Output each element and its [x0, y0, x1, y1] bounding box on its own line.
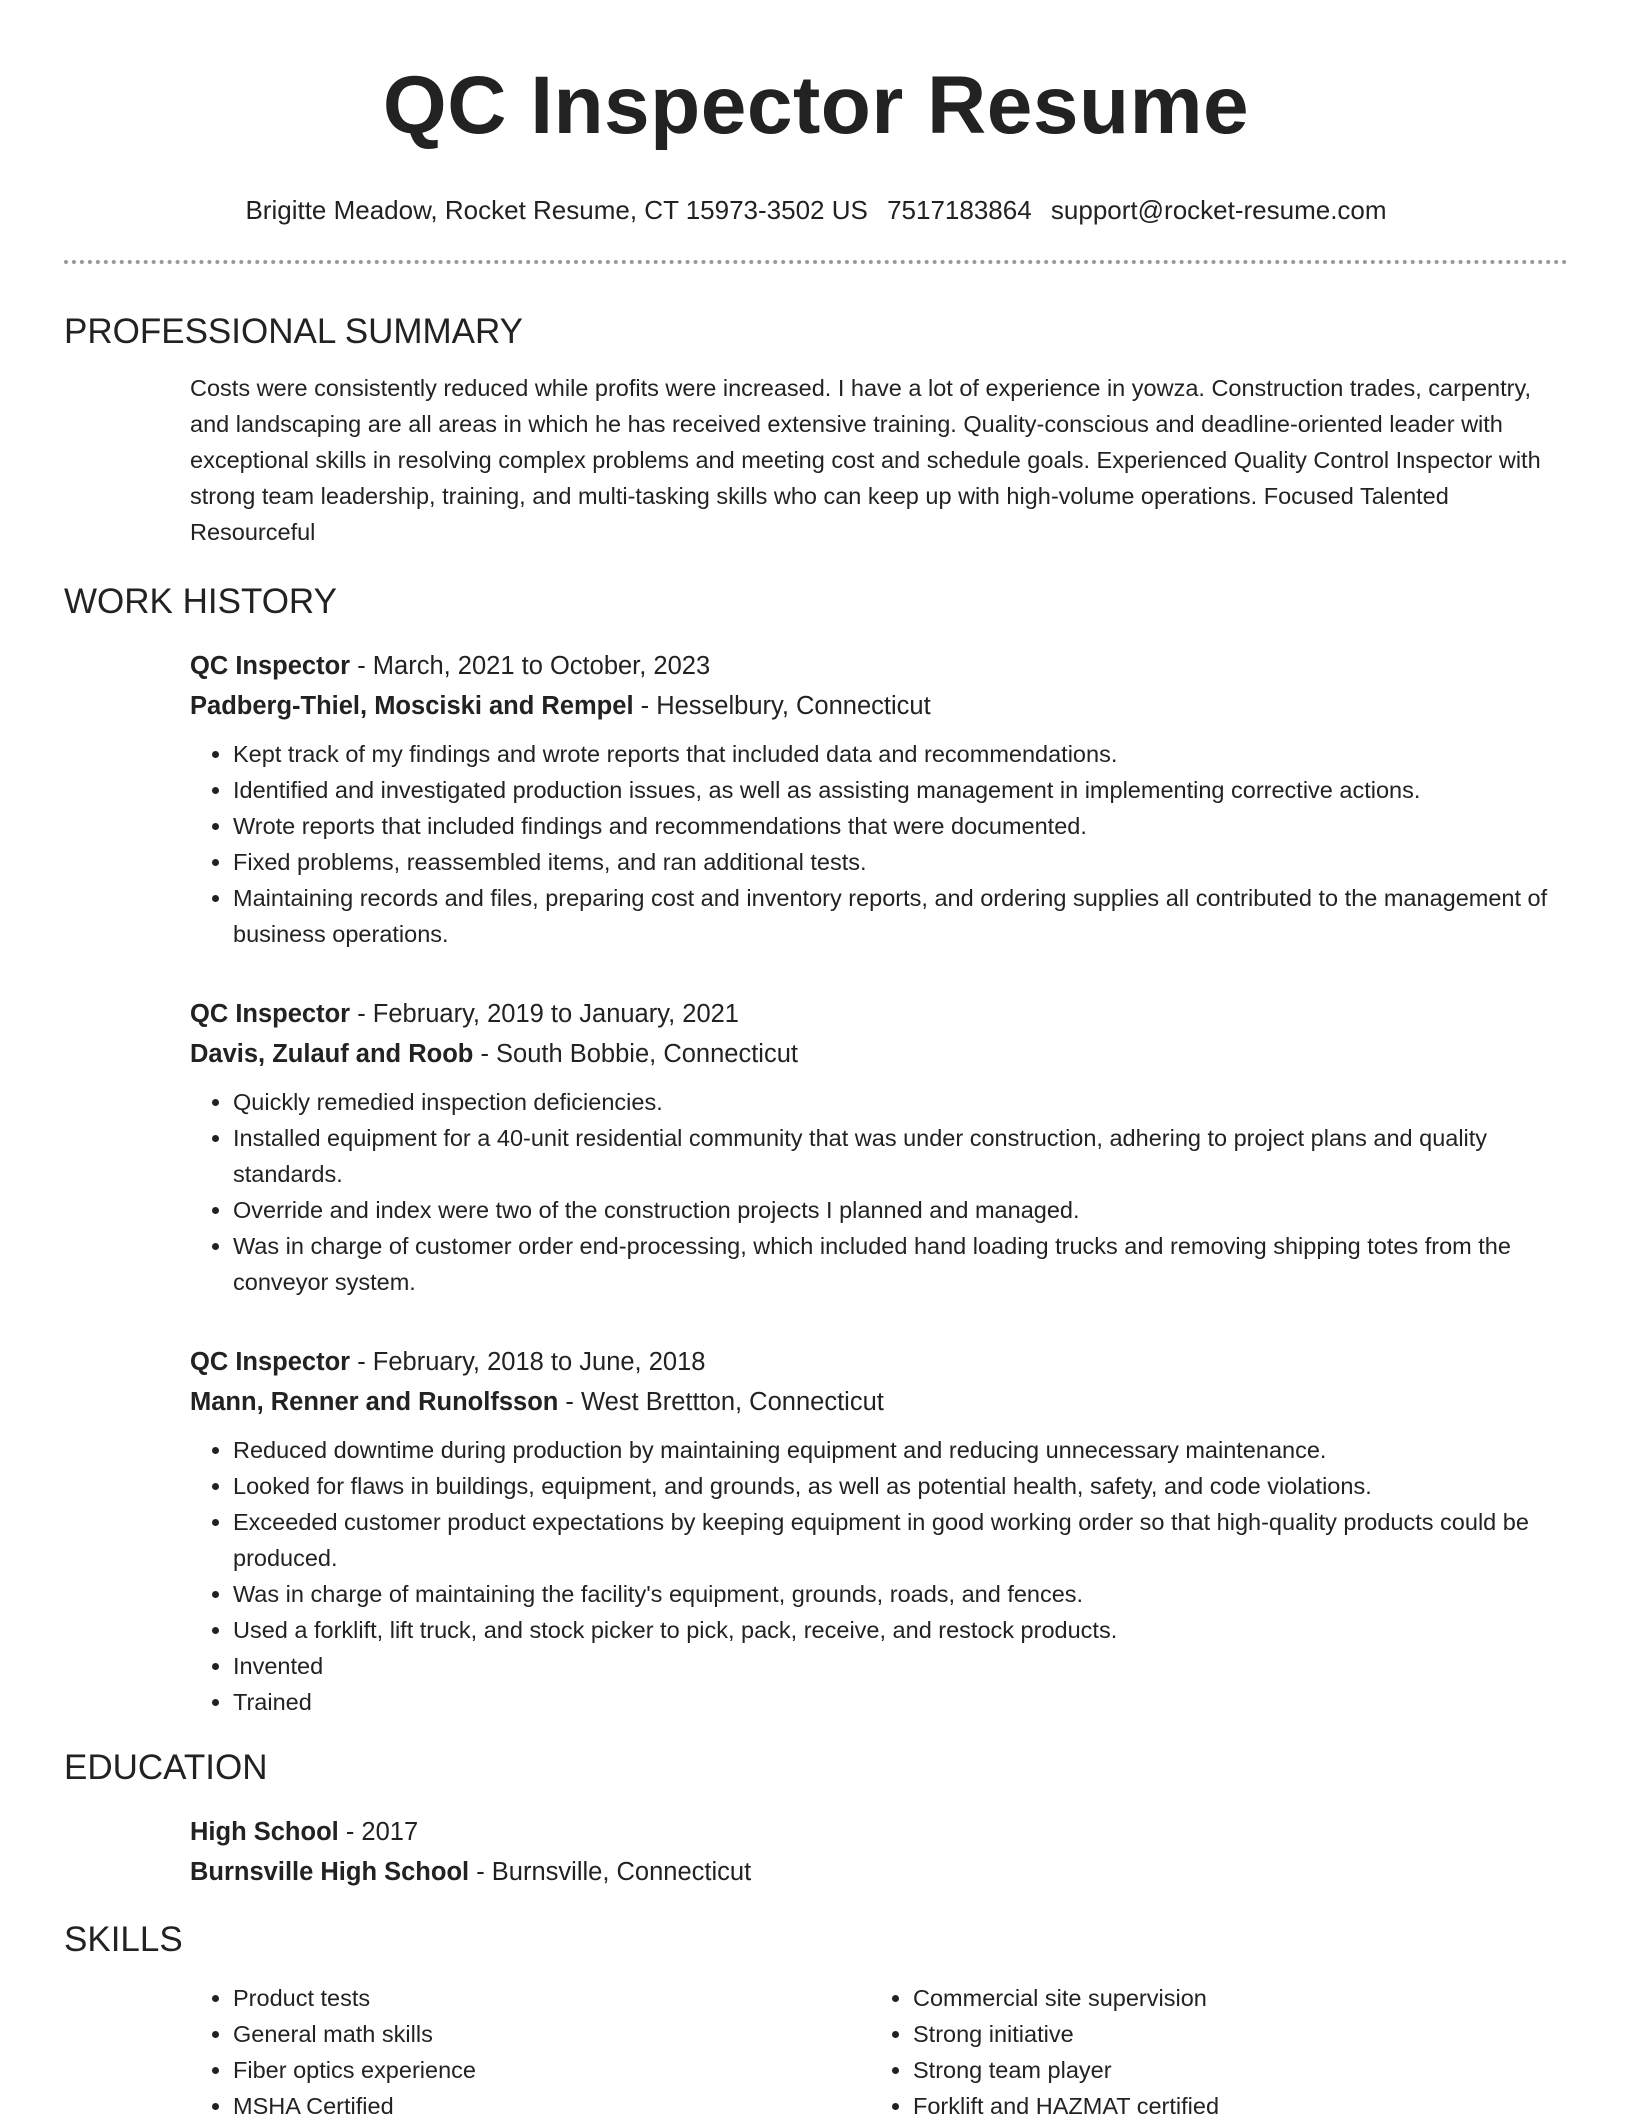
work-history-heading: WORK HISTORY: [64, 582, 337, 621]
summary-section: [64, 310, 1568, 550]
list-item: • Exceeded customer product expectations by keeping equipment in good working order so that high-quality products could be produced.: [233, 1504, 1568, 1576]
list-item: • Override and index were two of the construction projects I planned and managed.: [233, 1192, 1568, 1228]
list-item: • Used a forklift, lift truck, and stock picker to pick, pack, receive, and restock products.: [233, 1612, 1568, 1648]
job-company: Mann, Renner and Runolfsson: [190, 1388, 559, 1416]
list-item: • Wrote reports that included findings and recommendations that were documented.: [233, 808, 1568, 844]
job-company-line: [190, 1034, 1568, 1074]
education-degree-line: [190, 1812, 1568, 1852]
education-school: Burnsville High School: [190, 1858, 470, 1886]
job-dates: - March, 2021 to October, 2023: [350, 652, 711, 680]
skills-heading: SKILLS: [64, 1920, 183, 1959]
education-location: - Burnsville, Connecticut: [469, 1858, 752, 1886]
job-location: - Hesselbury, Connecticut: [633, 692, 931, 720]
skills-list-right: [870, 1980, 1550, 2124]
list-item: • Reduced downtime during production by maintaining equipment and reducing unnecessary maintenance.: [233, 1432, 1568, 1468]
education-degree: High School: [190, 1818, 339, 1846]
summary-text: Costs were consistently reduced while profits were increased. I have a lot of experience in yowza. Construction trades, carpentry, and landscaping are all areas in which he has received extensive training. Quality-conscious and deadline-oriented leader with exceptional skills in resolving complex problems and meeting cost and schedule goals. Experienced Quality Control Inspector with strong team leadership, training, and multi-tasking skills who can keep up with high-volume operations. Focused Talented Resourceful: [190, 375, 1541, 545]
job-location: - West Brettton, Connecticut: [558, 1388, 884, 1416]
job-company: Davis, Zulauf and Roob: [190, 1040, 474, 1068]
job-bullets: [190, 1084, 1568, 1300]
job-title: QC Inspector: [190, 1348, 351, 1376]
job-title-line: [190, 994, 1568, 1034]
contact-phone: 7517183864: [887, 195, 1032, 225]
education-year: - 2017: [338, 1818, 419, 1846]
list-item: • Fixed problems, reassembled items, and ran additional tests.: [233, 844, 1568, 880]
job-title-line: [190, 646, 1568, 686]
skills-columns: [190, 1980, 1568, 2124]
skills-list-left: [190, 1980, 870, 2124]
education-heading: EDUCATION: [64, 1748, 268, 1787]
contact-line: [64, 192, 1568, 228]
skill-item: • MSHA Certified: [233, 2088, 870, 2124]
job-bullets: [190, 1432, 1568, 1720]
skill-item: • Strong initiative: [913, 2016, 1550, 2052]
list-item: • Quickly remedied inspection deficiencies.: [233, 1084, 1568, 1120]
list-item: • Installed equipment for a 40-unit residential community that was under construction, adhering to project plans and quality standards.: [233, 1120, 1568, 1192]
skill-item: • Strong team player: [913, 2052, 1550, 2088]
resume-title: QC Inspector Resume: [382, 60, 1250, 151]
job-bullets: [190, 736, 1568, 952]
list-item: • Identified and investigated production issues, as well as assisting management in implementing corrective actions.: [233, 772, 1568, 808]
job-company-line: [190, 686, 1568, 726]
job-title: QC Inspector: [190, 652, 351, 680]
education-entry: [190, 1812, 1568, 1892]
list-item: • Invented: [233, 1648, 1568, 1684]
skill-item: • Product tests: [233, 1980, 870, 2016]
education-school-line: [190, 1852, 1568, 1892]
job-dates: - February, 2019 to January, 2021: [350, 1000, 739, 1028]
job-company: Padberg-Thiel, Mosciski and Rempel: [190, 692, 634, 720]
job-title-line: [190, 1342, 1568, 1382]
skill-item: • Forklift and HAZMAT certified: [913, 2088, 1550, 2124]
list-item: • Was in charge of maintaining the facility's equipment, grounds, roads, and fences.: [233, 1576, 1568, 1612]
contact-address: Brigitte Meadow, Rocket Resume, CT 15973-3502 US: [245, 195, 868, 225]
work-history-section: [64, 580, 1568, 1720]
job-company-line: [190, 1382, 1568, 1422]
job-dates: - February, 2018 to June, 2018: [350, 1348, 706, 1376]
job-entry: [190, 994, 1568, 1300]
job-title: QC Inspector: [190, 1000, 351, 1028]
list-item: • Trained: [233, 1684, 1568, 1720]
job-entry: [190, 646, 1568, 952]
contact-email: support@rocket-resume.com: [1050, 195, 1387, 225]
list-item: • Was in charge of customer order end-processing, which included hand loading trucks and removing shipping totes from the conveyor system.: [233, 1228, 1568, 1300]
job-location: - South Bobbie, Connecticut: [473, 1040, 798, 1068]
education-section: [64, 1746, 1568, 1892]
list-item: • Looked for flaws in buildings, equipment, and grounds, as well as potential health, safety, and code violations.: [233, 1468, 1568, 1504]
skills-section: [64, 1918, 1568, 2124]
skill-item: • Fiber optics experience: [233, 2052, 870, 2088]
job-entry: [190, 1342, 1568, 1720]
header-divider: [64, 260, 1568, 264]
skill-item: • Commercial site supervision: [913, 1980, 1550, 2016]
list-item: • Kept track of my findings and wrote reports that included data and recommendations.: [233, 736, 1568, 772]
summary-heading: PROFESSIONAL SUMMARY: [64, 312, 523, 351]
skill-item: • General math skills: [233, 2016, 870, 2052]
list-item: • Maintaining records and files, preparing cost and inventory reports, and ordering supplies all contributed to the management of business operations.: [233, 880, 1568, 952]
